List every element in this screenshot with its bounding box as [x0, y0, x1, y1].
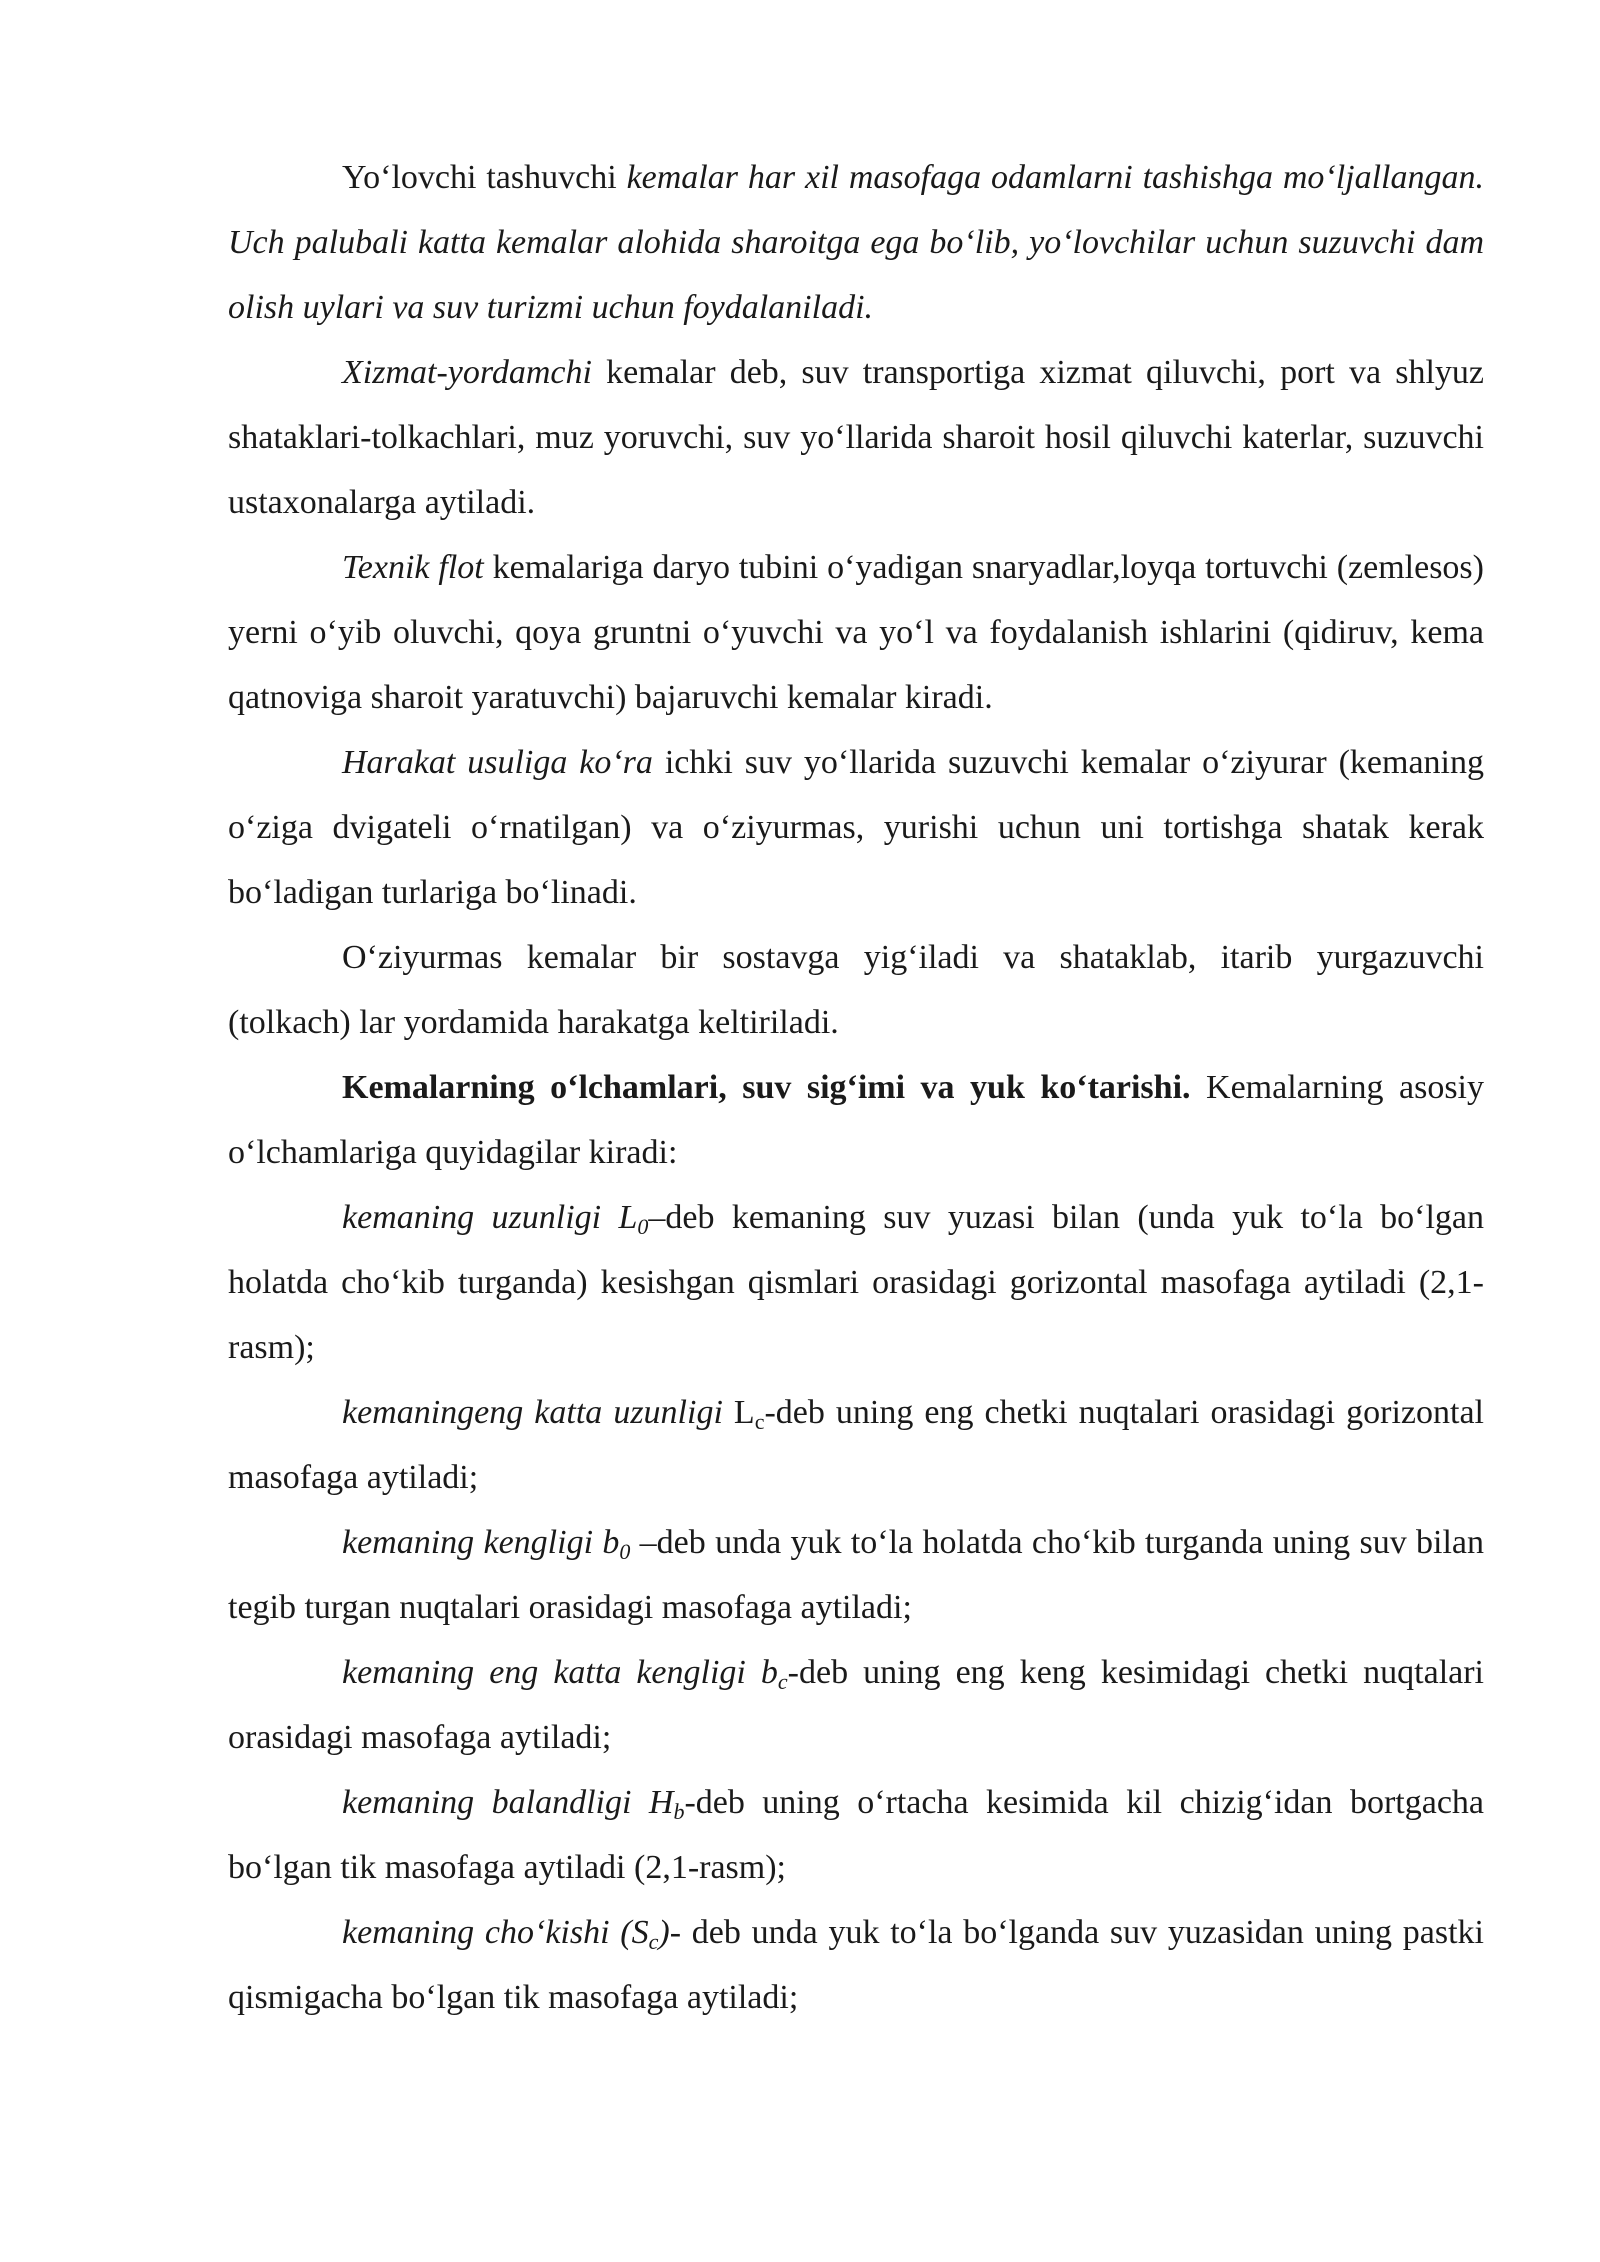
- subscript: 0: [619, 1539, 631, 1564]
- subscript: b: [673, 1799, 685, 1824]
- text-run: Yo‘lovchi tashuvchi: [342, 159, 627, 196]
- text-run: L: [722, 1394, 755, 1431]
- term-italic: Texnik flot: [342, 549, 484, 586]
- text-run: ichki suv yo‘llarida suzuvchi kemalar o‘ziyurar (kemaning o‘ziga dvigateli o‘rnatilgan) va o‘ziyurmas, yurishi uchun uni tortishga shatak kerak bo‘ladigan turlariga bo‘linadi.: [228, 744, 1485, 911]
- section-heading: Kemalarning o‘lchamlari, suv sig‘imi va yuk ko‘tarishi.: [342, 1069, 1191, 1106]
- term-italic: kemaning balandligi H: [342, 1784, 674, 1821]
- paragraph-movement-method: [228, 730, 1484, 925]
- paragraph-ship-height: [228, 1770, 1484, 1900]
- paragraph-ship-length: [228, 1185, 1484, 1380]
- term-italic: kemaning uzunligi L: [342, 1199, 638, 1236]
- term-italic: kemaning eng katta kengligi b: [342, 1654, 778, 1691]
- paragraph-ship-draft: [228, 1900, 1484, 2030]
- subscript: c: [648, 1929, 659, 1954]
- subscript: 0: [637, 1214, 649, 1239]
- paragraph-max-length: [228, 1380, 1484, 1510]
- subscript: c: [777, 1669, 788, 1694]
- text-run: kemalariga daryo tubini o‘yadigan snaryadlar,loyqa tortuvchi (zemlesos) yerni o‘yib oluvchi, qoya gruntni o‘yuvchi va yo‘l va foydalanish ishlarini (qidiruv, kema qatnoviga sharoit yaratuvchi) bajaruvchi kemalar kiradi.: [228, 549, 1484, 716]
- document-body: [228, 145, 1484, 2030]
- text-run: –deb kemaning suv yuzasi bilan (unda yuk to‘la bo‘lgan holatda cho‘kib turganda) kesishgan qismlari orasidagi gorizontal masofaga aytiladi (2,1-rasm);: [228, 1199, 1484, 1366]
- paragraph-technical-fleet: [228, 535, 1484, 730]
- paragraph-dimensions-heading: [228, 1055, 1484, 1185]
- text-run: -deb uning eng chetki nuqtalari orasidagi gorizontal masofaga aytiladi;: [228, 1394, 1484, 1496]
- paragraph-ship-width: [228, 1510, 1484, 1640]
- paragraph-max-width: [228, 1640, 1484, 1770]
- text-run: -deb uning eng keng kesimidagi chetki nuqtalari orasidagi masofaga aytiladi;: [228, 1654, 1485, 1756]
- text-run-italic: kemalar har xil masofaga odamlarni tashishga mo‘ljallangan. Uch palubali katta kemalar alohida sharoitga ega bo‘lib, yo‘lovchilar uchun suzuvchi dam olish uylari va suv turizmi uchun foydalaniladi.: [228, 159, 1484, 326]
- term-italic: Harakat usuliga ko‘ra: [342, 744, 653, 781]
- subscript: c: [754, 1409, 765, 1434]
- term-italic: kemaningeng katta uzunligi: [342, 1394, 723, 1431]
- paragraph-non-self-propelled: [228, 925, 1484, 1055]
- text-run: -deb uning o‘rtacha kesimida kil chizig‘idan bortgacha bo‘lgan tik masofaga aytiladi (2,1-rasm);: [228, 1784, 1484, 1886]
- text-run: O‘ziyurmas kemalar bir sostavga yig‘iladi va shataklab, itarib yurgazuvchi (tolkach) lar yordamida harakatga keltiriladi.: [228, 939, 1484, 1041]
- term-italic: Xizmat-yordamchi: [342, 354, 592, 391]
- term-italic: kemaning kengligi b: [342, 1524, 620, 1561]
- text-run: kemalar deb, suv transportiga xizmat qiluvchi, port va shlyuz shataklari-tolkachlari, muz yoruvchi, suv yo‘llarida sharoit hosil qiluvchi katerlar, suzuvchi ustaxonalarga aytiladi.: [228, 354, 1484, 521]
- term-italic: kemaning cho‘kishi (S: [342, 1914, 649, 1951]
- term-italic: ): [658, 1914, 670, 1951]
- text-run: - deb unda yuk to‘la bo‘lganda suv yuzasidan uning pastki qismigacha bo‘lgan tik masofaga aytiladi;: [228, 1914, 1484, 2016]
- text-run: –deb unda yuk to‘la holatda cho‘kib turganda uning suv bilan tegib turgan nuqtalari orasidagi masofaga aytiladi;: [228, 1524, 1485, 1626]
- text-run: Kemalarning asosiy o‘lchamlariga quyidagilar kiradi:: [228, 1069, 1484, 1171]
- paragraph-service-ships: [228, 340, 1484, 535]
- paragraph-passenger-ships: [228, 145, 1484, 340]
